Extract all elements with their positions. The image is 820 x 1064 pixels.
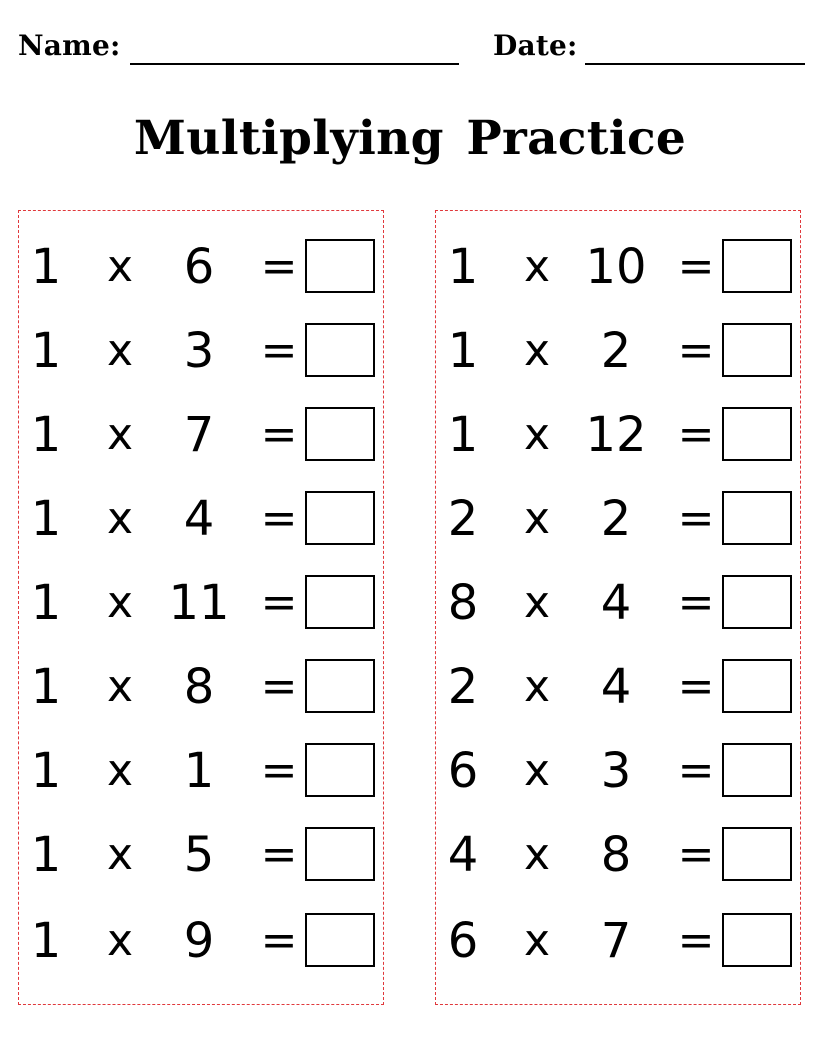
answer-box[interactable]: [722, 575, 792, 629]
date-label: Date:: [493, 29, 578, 62]
page-title: Multiplying Practice: [133, 111, 687, 166]
answer-box[interactable]: [305, 239, 375, 293]
first-factor: 4: [447, 827, 479, 883]
second-factor: 2: [600, 323, 632, 379]
second-factor: 3: [600, 743, 632, 799]
answer-box[interactable]: [722, 407, 792, 461]
first-factor: 1: [447, 239, 479, 295]
equals-sign: =: [677, 493, 715, 544]
times-sign: x: [106, 661, 134, 712]
problem-row: [436, 309, 802, 393]
first-factor: 1: [30, 743, 62, 799]
answer-box[interactable]: [305, 491, 375, 545]
problem-row: [436, 393, 802, 477]
problem-row: [19, 729, 385, 813]
problem-row: [436, 561, 802, 645]
times-sign: x: [523, 325, 551, 376]
problem-row: [19, 225, 385, 309]
times-sign: x: [523, 745, 551, 796]
second-factor: 12: [585, 407, 647, 463]
first-factor: 8: [447, 575, 479, 631]
first-factor: 1: [30, 575, 62, 631]
problem-row: [436, 813, 802, 897]
times-sign: x: [523, 241, 551, 292]
equals-sign: =: [677, 409, 715, 460]
answer-box[interactable]: [305, 827, 375, 881]
second-factor: 6: [183, 239, 215, 295]
times-sign: x: [523, 915, 551, 966]
equals-sign: =: [260, 325, 298, 376]
first-factor: 1: [30, 827, 62, 883]
second-factor: 7: [183, 407, 215, 463]
answer-box[interactable]: [305, 743, 375, 797]
times-sign: x: [106, 241, 134, 292]
date-line[interactable]: [585, 63, 805, 65]
times-sign: x: [106, 745, 134, 796]
problem-row: [19, 813, 385, 897]
problem-row: [436, 729, 802, 813]
answer-box[interactable]: [305, 659, 375, 713]
first-factor: 1: [30, 239, 62, 295]
times-sign: x: [106, 829, 134, 880]
first-factor: 1: [30, 913, 62, 969]
first-factor: 6: [447, 913, 479, 969]
problem-row: [436, 225, 802, 309]
equals-sign: =: [260, 241, 298, 292]
answer-box[interactable]: [305, 407, 375, 461]
times-sign: x: [523, 493, 551, 544]
problem-row: [19, 645, 385, 729]
equals-sign: =: [260, 915, 298, 966]
second-factor: 8: [600, 827, 632, 883]
first-factor: 1: [447, 323, 479, 379]
equals-sign: =: [260, 493, 298, 544]
times-sign: x: [106, 409, 134, 460]
equals-sign: =: [260, 409, 298, 460]
second-factor: 2: [600, 491, 632, 547]
first-factor: 2: [447, 491, 479, 547]
times-sign: x: [523, 829, 551, 880]
first-factor: 1: [30, 659, 62, 715]
name-line[interactable]: [130, 63, 459, 65]
problem-row: [19, 477, 385, 561]
second-factor: 10: [585, 239, 647, 295]
first-factor: 1: [30, 491, 62, 547]
second-factor: 3: [183, 323, 215, 379]
problem-row: [19, 899, 385, 983]
second-factor: 9: [183, 913, 215, 969]
equals-sign: =: [677, 577, 715, 628]
first-factor: 2: [447, 659, 479, 715]
equals-sign: =: [677, 661, 715, 712]
equals-sign: =: [677, 829, 715, 880]
first-factor: 1: [447, 407, 479, 463]
answer-box[interactable]: [722, 659, 792, 713]
first-factor: 1: [30, 323, 62, 379]
equals-sign: =: [260, 661, 298, 712]
equals-sign: =: [260, 745, 298, 796]
times-sign: x: [523, 577, 551, 628]
problem-row: [436, 477, 802, 561]
equals-sign: =: [677, 325, 715, 376]
problem-column-right: [435, 210, 801, 1005]
name-label: Name:: [18, 29, 121, 62]
answer-box[interactable]: [722, 743, 792, 797]
first-factor: 6: [447, 743, 479, 799]
second-factor: 5: [183, 827, 215, 883]
equals-sign: =: [260, 829, 298, 880]
second-factor: 11: [168, 575, 230, 631]
times-sign: x: [106, 577, 134, 628]
equals-sign: =: [677, 745, 715, 796]
answer-box[interactable]: [305, 323, 375, 377]
second-factor: 4: [183, 491, 215, 547]
problem-row: [19, 393, 385, 477]
times-sign: x: [523, 661, 551, 712]
second-factor: 7: [600, 913, 632, 969]
equals-sign: =: [260, 577, 298, 628]
times-sign: x: [106, 325, 134, 376]
answer-box[interactable]: [305, 913, 375, 967]
answer-box[interactable]: [722, 239, 792, 293]
times-sign: x: [106, 915, 134, 966]
problem-column-left: [18, 210, 384, 1005]
second-factor: 1: [183, 743, 215, 799]
second-factor: 8: [183, 659, 215, 715]
problem-row: [436, 645, 802, 729]
problem-row: [19, 309, 385, 393]
times-sign: x: [523, 409, 551, 460]
answer-box[interactable]: [722, 827, 792, 881]
answer-box[interactable]: [722, 491, 792, 545]
first-factor: 1: [30, 407, 62, 463]
answer-box[interactable]: [722, 913, 792, 967]
problem-row: [19, 561, 385, 645]
problem-row: [436, 899, 802, 983]
equals-sign: =: [677, 915, 715, 966]
answer-box[interactable]: [305, 575, 375, 629]
second-factor: 4: [600, 659, 632, 715]
times-sign: x: [106, 493, 134, 544]
second-factor: 4: [600, 575, 632, 631]
equals-sign: =: [677, 241, 715, 292]
answer-box[interactable]: [722, 323, 792, 377]
